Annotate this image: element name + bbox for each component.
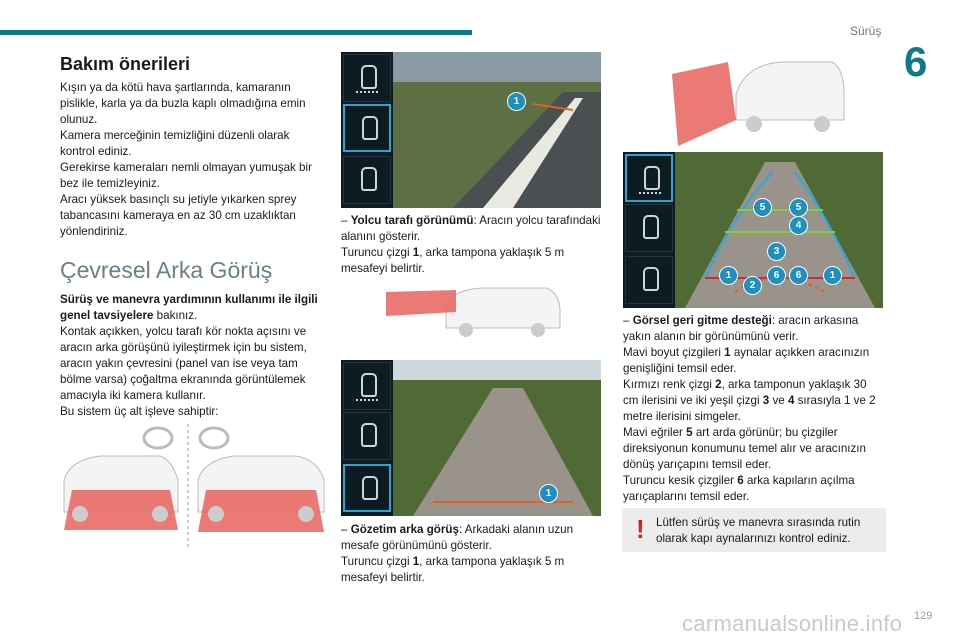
care-text-2: Kamera merceğinin temizliğini düzenli olarak kontrol ediniz.: [60, 129, 290, 158]
care-text: Kışın ya da kötü hava şartlarında, kamaranın pislikle, karla ya da buzla kaplı olmadığına emin olunuz.: [60, 81, 306, 126]
subfunctions-intro: Bu sistem üç alt işleve sahiptir:: [60, 405, 219, 418]
mode-reverse-assist-icon[interactable]: [343, 156, 391, 204]
section-heading: Çevresel Arka Görüş: [60, 257, 273, 283]
mode-rear-view-icon-3[interactable]: [625, 154, 673, 202]
rear-camera-image: [393, 360, 601, 516]
care-text-3: Gerekirse kameraları nemli olmayan yumuşak bir bez ile temizleyiniz.: [60, 161, 312, 190]
item2-desc: : Arkadaki alanın uzun mesafe görünümünü gösterir.: [341, 523, 574, 552]
recommendation-rest: bakınız.: [153, 309, 198, 322]
marker-5b: 5: [789, 198, 808, 217]
item-side-view: [341, 213, 603, 277]
mode-reverse-assist-icon-2[interactable]: [343, 464, 391, 512]
warning-text: Lütfen sürüş ve manevra sırasında rutin olarak kapı aynalarınızı kontrol ediniz.: [656, 516, 861, 545]
marker-6a: 6: [767, 266, 786, 285]
item2-title: Gözetim arka görüş: [350, 523, 459, 536]
rear-zone: [672, 62, 736, 146]
dash: –: [341, 214, 348, 227]
steering-wheel-icon: [144, 428, 228, 448]
camera-screen-side-view: [341, 52, 601, 208]
care-text-4: Aracı yüksek basınçlı su jetiyle yıkarken sprey tabancasını kameraya en az 30 cm uzaklıktan yönlendiriniz.: [60, 193, 297, 238]
p3-post: art arda görünür; bu çizgiler direksiyonun konumunu temel alır ve aracınızın dönüş yarıçapını temsil eder.: [623, 426, 866, 471]
camera-mode-bar: [341, 52, 393, 208]
p3-pre: Mavi eğriler: [623, 426, 687, 439]
p4-num: 6: [737, 474, 744, 487]
side-zone: [386, 290, 456, 316]
p2-num4: 4: [787, 394, 795, 407]
warning-box: [622, 508, 886, 552]
item-rear-view: [341, 522, 603, 586]
p2-num3: 3: [762, 394, 770, 407]
system-description: Kontak açıkken, yolcu tarafı kör nokta açısını ve aracın arka görüşünü iyileştirmek için bu sistem, aracın yakın çevresini (panel van ise veya tam bölme varsa) çoğaltma ekranında görüntülemek amacıyla iki kamera kullanır.: [60, 325, 307, 402]
p4-pre: Turuncu kesik çizgiler: [623, 474, 738, 487]
dash-2: –: [341, 523, 348, 536]
mode-rear-view-icon[interactable]: [343, 54, 391, 102]
p2-mid: ve: [769, 394, 788, 407]
p2-end: sırasıyla 1 ve 2 metre ilerisini simgeler.: [623, 394, 876, 423]
marker-1: 1: [507, 92, 526, 111]
item1-desc: : Aracın yolcu tarafındaki alanını gösterir.: [341, 214, 601, 243]
item-reverse-assist: [623, 313, 885, 505]
marker-3: 3: [767, 242, 786, 261]
camera-mode-bar-2: [341, 360, 393, 516]
dash-3: –: [623, 314, 630, 327]
item3-title: Görsel geri gitme desteği: [632, 314, 772, 327]
rear-zone-van-illustration: [672, 54, 848, 146]
column-1: [60, 56, 326, 420]
section-title: Sürüş: [850, 24, 882, 38]
mode-side-view-icon-3[interactable]: [625, 204, 673, 252]
camera-screen-rear-view: [341, 360, 601, 516]
marker-5a: 5: [753, 198, 772, 217]
item1-title: Yolcu tarafı görünümü: [350, 214, 474, 227]
camera-screen-reverse-assist: [623, 152, 883, 308]
marker-1-right: 1: [823, 266, 842, 285]
van-right: [198, 456, 324, 532]
mode-reverse-assist-icon-3[interactable]: [625, 256, 673, 304]
p1-post: aynalar açıkken aracınızın genişliğini temsil eder.: [623, 346, 870, 375]
item2-line-post: , arka tampona yaklaşık 5 m mesafeyi belirtir.: [341, 555, 565, 584]
watermark: carmanualsonline.info: [682, 611, 903, 636]
mode-rear-view-icon-2[interactable]: [343, 362, 391, 410]
warning-icon: !: [636, 514, 645, 544]
page-number: 129: [914, 610, 933, 622]
camera-zones-illustration: [60, 420, 330, 552]
van-left: [64, 456, 178, 530]
item2-line-num: 1: [412, 555, 420, 568]
care-title: Bakım önerileri: [60, 54, 191, 74]
recommendation-link[interactable]: Sürüş ve manevra yardımının kullanımı ile ilgili genel tavsiyelere: [60, 293, 318, 322]
item1-line-num: 1: [412, 246, 420, 259]
p3-num: 5: [686, 426, 693, 439]
item2-line-pre: Turuncu çizgi: [341, 555, 413, 568]
camera-mode-bar-3: [623, 152, 675, 308]
p2-pre: Kırmızı renk çizgi: [623, 378, 716, 391]
chapter-number: 6: [904, 38, 928, 85]
p1-pre: Mavi boyut çizgileri: [623, 346, 725, 359]
mode-side-view-icon-2[interactable]: [343, 412, 391, 460]
mode-side-view-icon[interactable]: [343, 104, 391, 152]
p2-post: , arka tamponun yaklaşık 30 cm ilerisini ve iki yeşil çizgi: [623, 378, 867, 407]
marker-2: 2: [743, 276, 762, 295]
marker-6b: 6: [789, 266, 808, 285]
item1-line-post: , arka tampona yaklaşık 5 m mesafeyi belirtir.: [341, 246, 565, 275]
marker-1-left: 1: [719, 266, 738, 285]
recommendation: [60, 292, 326, 324]
header-accent-bar: [0, 30, 472, 35]
p2-num: 2: [715, 378, 722, 391]
side-zone-van-illustration: [386, 282, 562, 342]
p4-post: arka kapıların açılma yarıçaplarını temsil eder.: [623, 474, 855, 503]
marker-4: 4: [789, 216, 808, 235]
item3-desc: : aracın arkasına yakın alanın bir görünümünü verir.: [623, 314, 859, 343]
item1-line-pre: Turuncu çizgi: [341, 246, 413, 259]
side-camera-image: [393, 52, 601, 208]
marker-1b: 1: [539, 484, 558, 503]
p1-num: 1: [724, 346, 731, 359]
